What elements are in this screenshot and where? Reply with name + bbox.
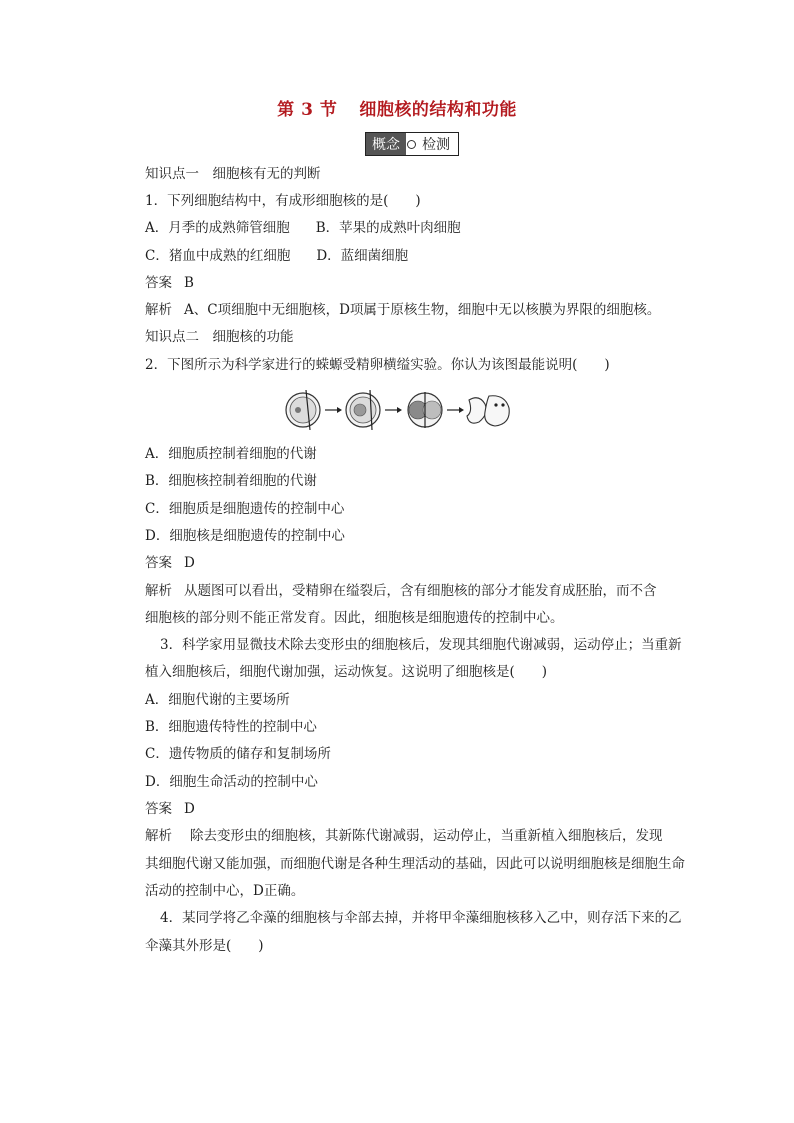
- q2-answer: [145, 554, 195, 572]
- q1-option-d: D．蓝细菌细胞: [316, 248, 409, 264]
- q2-answer-label: 答案: [145, 555, 172, 571]
- q1-answer: [145, 274, 194, 292]
- q2-option-a: A．细胞质控制着细胞的代谢: [145, 446, 317, 462]
- q1-options-cd: [145, 247, 408, 265]
- section-title: [0, 95, 794, 120]
- q2-analysis-text-1: 从题图可以看出，受精卵在缢裂后，含有细胞核的部分才能发育成胚胎，而不含: [184, 583, 657, 599]
- q1-answer-value: B: [184, 275, 194, 291]
- embryo-icon: [467, 396, 509, 426]
- q3-analysis-line-1: [145, 827, 663, 845]
- knowledge-point-1-title: 知识点一 细胞核有无的判断: [145, 166, 321, 182]
- q2-analysis-line-2: 细胞核的部分则不能正常发育。因此，细胞核是细胞遗传的控制中心。: [145, 610, 564, 626]
- q2-analysis-line-1: [145, 582, 657, 600]
- q3-answer: [145, 800, 195, 818]
- concept-check-badge: [365, 132, 459, 156]
- q3-analysis-line-3: 活动的控制中心，D正确。: [145, 883, 305, 899]
- q2-analysis-label: 解析: [145, 583, 172, 599]
- arrow-icon: [325, 407, 342, 413]
- fertilized-egg-icon: [286, 390, 320, 430]
- q3-analysis-line-2: 其细胞代谢又能加强，而细胞代谢是各种生理活动的基础，因此可以说明细胞核是细胞生命: [145, 856, 685, 872]
- q3-answer-label: 答案: [145, 801, 172, 817]
- q2-option-b: B．细胞核控制着细胞的代谢: [145, 473, 317, 489]
- q2-option-c: C．细胞质是细胞遗传的控制中心: [145, 501, 345, 517]
- q1-option-c: C．猪血中成熟的红细胞: [145, 248, 291, 264]
- q4-stem-line-1: 4．某同学将乙伞藻的细胞核与伞部去掉，并将甲伞藻细胞核移入乙中，则存活下来的乙: [160, 910, 682, 926]
- ligated-egg-icon: [346, 390, 380, 430]
- q3-analysis-label: 解析: [145, 828, 172, 844]
- badge-check: 检测: [422, 137, 450, 153]
- badge-dot-icon: [407, 140, 416, 149]
- q3-stem-line-2: 植入细胞核后，细胞代谢加强，运动恢复。这说明了细胞核是( ): [145, 664, 548, 680]
- q3-option-d: D．细胞生命活动的控制中心: [145, 774, 318, 790]
- q3-analysis-text-1: 除去变形虫的细胞核，其新陈代谢减弱，运动停止，当重新植入细胞核后，发现: [190, 828, 663, 844]
- q2-stem: 2．下图所示为科学家进行的蝾螈受精卵横缢实验。你认为该图最能说明( ): [145, 357, 610, 373]
- arrow-icon: [385, 407, 402, 413]
- knowledge-point-2-title: 知识点二 细胞核的功能: [145, 329, 294, 345]
- q1-option-b: B．苹果的成熟叶肉细胞: [315, 220, 461, 236]
- q2-option-d: D．细胞核是细胞遗传的控制中心: [145, 528, 345, 544]
- q1-analysis-text: A、C项细胞中无细胞核，D项属于原核生物，细胞中无以核膜为界限的细胞核。: [184, 302, 661, 318]
- q3-stem-line-1: 3．科学家用显微技术除去变形虫的细胞核后，发现其细胞代谢减弱，运动停止；当重新: [160, 637, 682, 653]
- q1-analysis: [145, 301, 660, 319]
- dividing-egg-icon: [408, 392, 442, 428]
- q3-option-b: B．细胞遗传特性的控制中心: [145, 719, 317, 735]
- q3-answer-value: D: [184, 801, 195, 817]
- q3-option-c: C．遗传物质的储存和复制场所: [145, 746, 331, 762]
- q4-stem-line-2: 伞藻其外形是( ): [145, 938, 264, 954]
- q1-analysis-label: 解析: [145, 302, 172, 318]
- section-name: 细胞核的结构和功能: [359, 100, 517, 120]
- q1-options-ab: [145, 219, 461, 237]
- badge-concept: 概念: [366, 133, 406, 155]
- arrow-icon: [447, 407, 464, 413]
- q1-answer-label: 答案: [145, 275, 172, 291]
- q1-option-a: A．月季的成熟筛管细胞: [145, 220, 290, 236]
- q3-option-a: A．细胞代谢的主要场所: [145, 692, 290, 708]
- q1-stem: 1．下列细胞结构中，有成形细胞核的是( ): [145, 193, 421, 209]
- q2-answer-value: D: [184, 555, 195, 571]
- newt-egg-ligation-figure: [283, 388, 533, 432]
- section-number: 第 3 节: [277, 100, 338, 120]
